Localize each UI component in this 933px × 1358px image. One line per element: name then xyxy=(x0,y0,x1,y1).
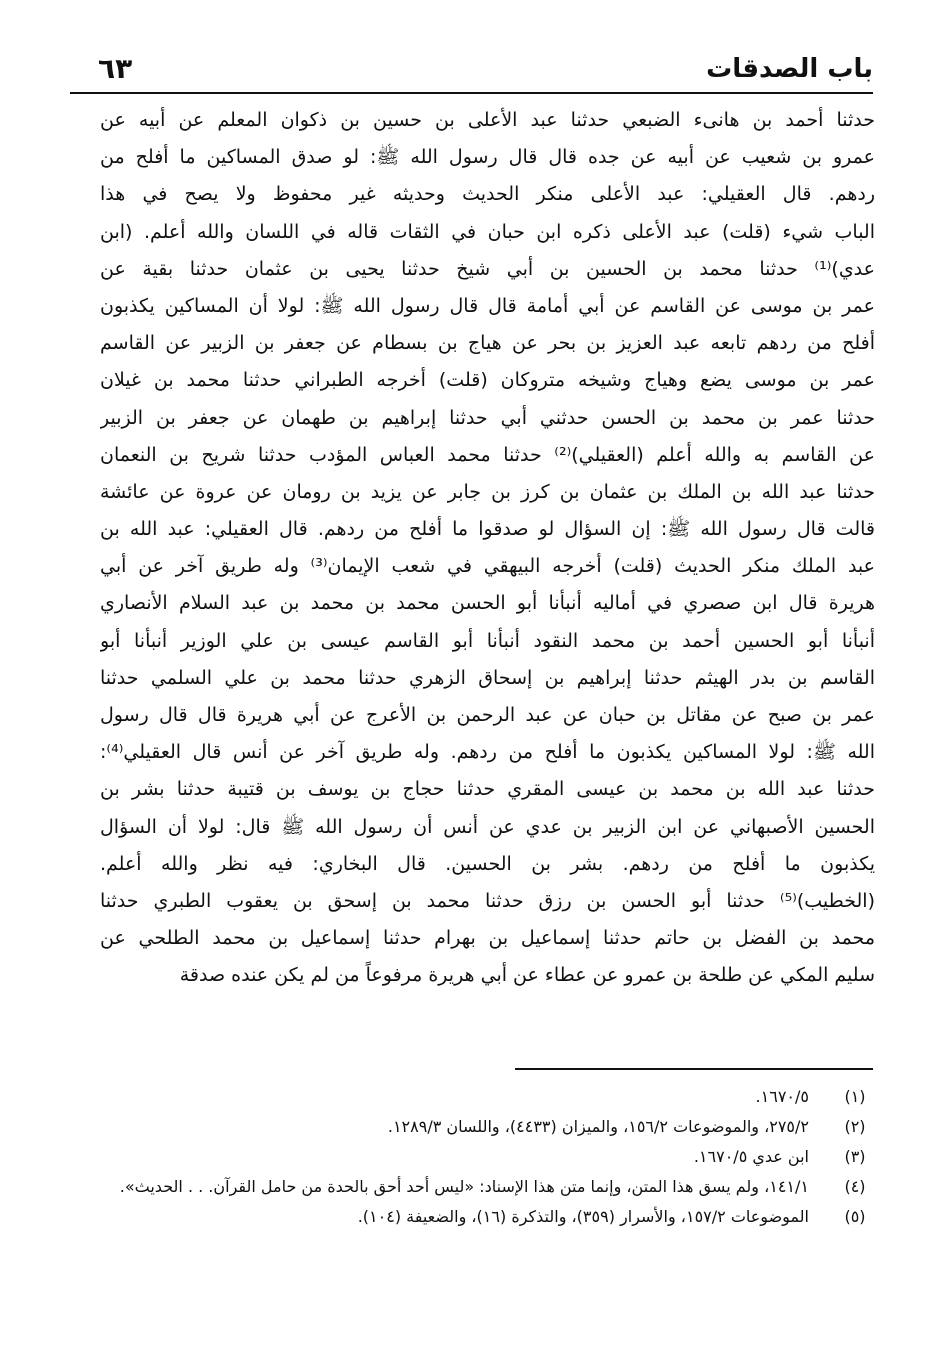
text-line: حدثنا أحمد بن هانىء الضبعي حدثنا عبد الأعلى بن حسين بن ذكوان المعلم عن أبيه عن xyxy=(100,109,875,131)
footnote-number: (٥) xyxy=(844,1207,866,1226)
text-line: حدثنا عبد الله بن محمد بن عيسى المقري حدثنا حجاج بن يوسف بن قتيبة حدثنا بشر بن xyxy=(100,778,875,801)
text-line: القاسم بن بدر الهيثم حدثنا إبراهيم بن إسحاق الزهري حدثنا محمد بن علي السلمي حدثنا xyxy=(100,666,875,689)
text-line: الباب شيء (قلت) عبد الأعلى ذكره ابن حبان في الثقات قاله في اللسان والله أعلم. (ابن xyxy=(100,220,875,243)
text-line: الله ﷺ: لولا المساكين يكذبون ما أفلح من ردهم. وله طريق آخر عن أنس قال العقيلي⁽⁴⁾: xyxy=(100,741,875,764)
text-line: عدي)⁽¹⁾ حدثنا محمد بن الحسين بن أبي شيخ حدثنا يحيى بن عثمان حدثنا بقية عن xyxy=(100,257,875,280)
text-line: (الخطيب)⁽⁵⁾ حدثنا أبو الحسن بن رزق حدثنا محمد بن إسحق بن يعقوب الطبري حدثنا xyxy=(100,889,875,912)
text-line: محمد بن الفضل بن حاتم حدثنا إسماعيل بن بهرام حدثنا إسماعيل بن محمد الطلحي عن xyxy=(100,927,875,950)
footnote xyxy=(78,1202,875,1232)
footnote xyxy=(78,1142,875,1172)
text-line: عن القاسم به والله أعلم (العقيلي)⁽²⁾ حدثنا محمد العباس المؤدب حدثنا شريح بن النعمان xyxy=(100,443,875,466)
text-line: عمر بن صبح عن مقاتل بن حبان عن عبد الرحمن بن الأعرج عن أبي هريرة قال قال رسول xyxy=(100,704,875,726)
text-line: عبد الملك منكر الحديث (قلت) أخرجه البيهقي في شعب الإيمان⁽³⁾ وله طريق آخر عن أبي xyxy=(100,555,875,578)
text-line: حدثنا عمر بن محمد بن الحسن حدثني أبي حدثنا إبراهيم بن طهمان عن جعفر بن الزبير xyxy=(100,406,875,429)
footnote-text: ١٦٧٠/٥. xyxy=(755,1087,809,1106)
footnote-number: (١) xyxy=(844,1087,866,1106)
text-line: عمر بن موسى يضع وهياج وشيخه متروكان (قلت) أخرجه الطبراني حدثنا محمد بن غيلان xyxy=(100,369,875,392)
main-text xyxy=(100,102,875,995)
footnote-text: ابن عدي ١٦٧٠/٥. xyxy=(693,1147,809,1166)
text-line: حدثنا عبد الله بن الملك بن عثمان بن كرز بن جابر عن يزيد بن رومان عن عروة عن عائشة xyxy=(100,480,875,503)
text-line: ردهم. قال العقيلي: عبد الأعلى منكر الحديث وحديثه غير محفوظ ولا يصح في هذا xyxy=(100,183,875,206)
footnote-divider xyxy=(515,1068,873,1070)
text-line: عمر بن موسى عن القاسم عن أبي أمامة قال قال رسول الله ﷺ: لولا أن المساكين يكذبون xyxy=(100,294,875,317)
text-line: أفلح من ردهم تابعه عبد العزيز بن بحر عن هياج بن بسطام عن جعفر بن الزبير عن القاسم xyxy=(100,332,875,355)
footnote-text: الموضوعات ١٥٧/٢، والأسرار (٣٥٩)، والتذكرة (١٦)، والضعيفة (١٠٤). xyxy=(357,1207,809,1226)
text-line: سليم المكي عن طلحة بن عمرو عن عطاء عن أبي هريرة مرفوعاً من لم يكن عنده صدقة xyxy=(179,964,875,987)
page-header xyxy=(70,48,873,94)
footnote-number: (٣) xyxy=(844,1147,866,1166)
text-line: أنبأنا أبو الحسين أحمد بن محمد النقود أنبأنا أبو القاسم عيسى بن علي الوزير أنبأنا أبو xyxy=(100,629,875,652)
footnote xyxy=(78,1172,875,1202)
page-number: ٦٣ xyxy=(98,52,133,85)
footnote-text: ١٤١/١، ولم يسق هذا المتن، وإنما متن هذا الإسناد: «ليس أحد أحق بالحدة من حامل القرآن. . . الحديث». xyxy=(119,1177,809,1196)
text-line: هريرة قال ابن صصري في أماليه أنبأنا أبو الحسن محمد بن محمد بن عبد السلام الأنصاري xyxy=(100,592,875,615)
footnote xyxy=(78,1112,875,1142)
text-line: يكذبون ما أفلح من ردهم. بشر بن الحسين. قال البخاري: فيه نظر والله أعلم. xyxy=(100,852,875,875)
footnote-number: (٤) xyxy=(844,1177,866,1196)
footnote-text: ٢٧٥/٢، والموضوعات ١٥٦/٢، والميزان (٤٤٣٣)، واللسان ١٢٨٩/٣. xyxy=(387,1117,809,1136)
footnote-number: (٢) xyxy=(844,1117,866,1136)
text-line: عمرو بن شعيب عن أبيه عن جده قال قال رسول الله ﷺ: لو صدق المساكين ما أفلح من xyxy=(100,146,875,169)
text-line: الحسين الأصبهاني عن ابن الزبير بن عدي عن أنس أن رسول الله ﷺ قال: لولا أن السؤال xyxy=(100,815,875,838)
footnotes xyxy=(78,1082,875,1232)
footnote xyxy=(78,1082,875,1112)
chapter-title: باب الصدقات xyxy=(706,54,873,84)
text-line: قالت قال رسول الله ﷺ: إن السؤال لو صدقوا ما أفلح من ردهم. قال العقيلي: عبد الله بن xyxy=(100,518,875,541)
